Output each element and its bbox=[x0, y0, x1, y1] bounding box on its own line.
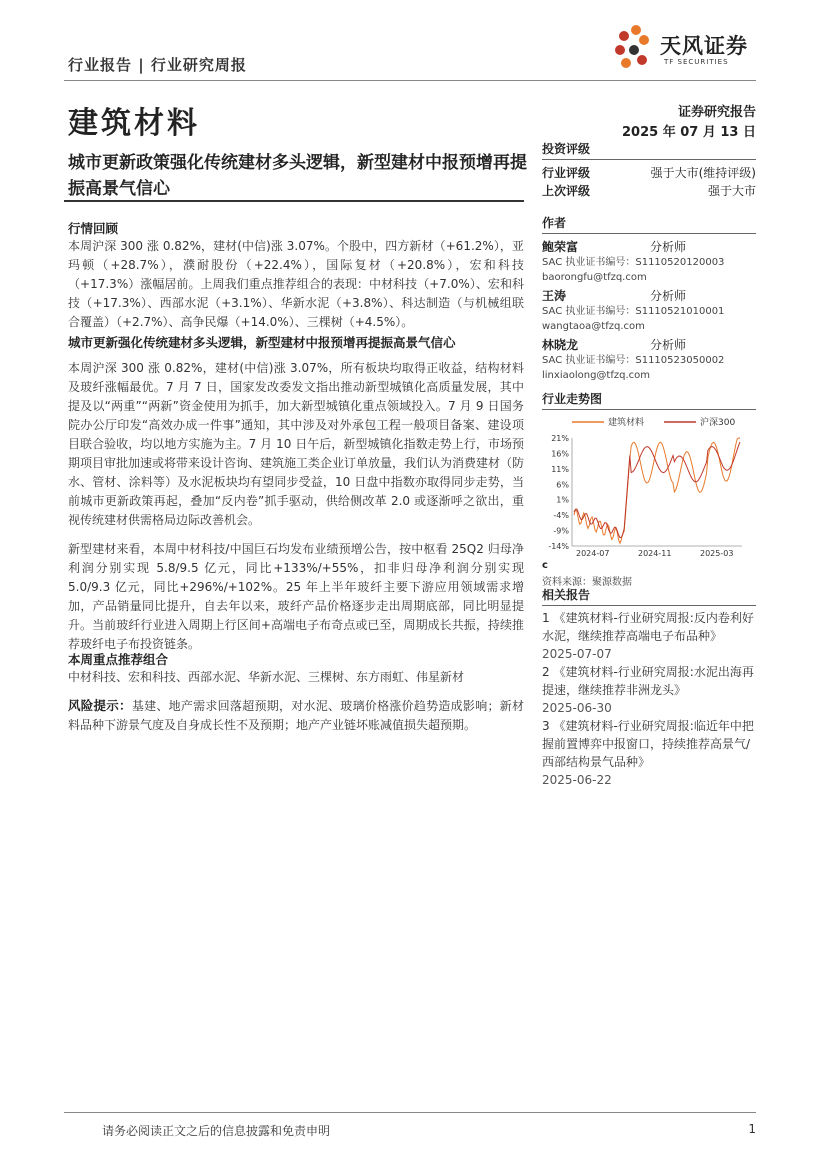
legend-label: 建筑材料 bbox=[608, 418, 645, 428]
logo-en: TF SECURITIES bbox=[664, 58, 729, 66]
header-divider bbox=[64, 80, 756, 81]
brand-logo bbox=[612, 24, 762, 72]
legend-label: 沪深300 bbox=[700, 418, 736, 428]
report-title: 城市更新政策强化传统建材多头逻辑，新型建材中报预增再提振高景气信心 bbox=[68, 153, 527, 199]
y-tick-label: 21% bbox=[551, 434, 569, 443]
chart-source: 资料来源：聚源数据 bbox=[542, 577, 632, 588]
related-item[interactable]: 3 《建筑材料-行业研究周报:临近年中把握前置博弈中报窗口，持续推荐高景气/西部结构景气品种》 2025-06-22 bbox=[542, 719, 754, 787]
section-heading: 行情回顾 bbox=[68, 221, 119, 236]
x-tick-label: 2024-11 bbox=[638, 549, 672, 558]
chart-stray-label: c bbox=[542, 560, 548, 571]
section-text: 本周沪深 300 涨 0.82%，建材(中信)涨 3.07%，所有板块均取得正收益，结构材料及玻纤涨幅最优。7 月 7 日，国家发改委发文指出推动新型城镇化高质量发展，其中提及以“两重”“两新”资金使用为抓手，加大新型城镇化重点领域投入。7 月 9 日国务院办公厅印发“高效办成一件事”通知，其中涉及对外承包工程一般项目备案、建设项目联合验收，均以地方实施为主。7 月 10 日午后，新型城镇化指数走势上行，市场预期项目审批加速或将带来设计咨询、建筑施工类企业订单放量，我们认为消费建材（防水、管材、涂料等）及水泥板块均有望同步受益，10 日盘中指数亦取得同步走势，当前城市更新政策再起，叠加“反内卷”抓手驱动，供给侧改革 2.0 或逐渐呼之欲出，重视传统建材供需格局边际改善机会。 bbox=[68, 361, 525, 527]
report-category: 行业报告 | 行业研究周报 bbox=[68, 56, 247, 74]
related-heading: 相关报告 bbox=[542, 586, 756, 606]
section-main-view bbox=[68, 333, 524, 530]
page-number: 1 bbox=[748, 1122, 756, 1136]
report-type: 证券研究报告 bbox=[677, 105, 756, 120]
logo-icon bbox=[612, 24, 656, 70]
x-tick-label: 2024-07 bbox=[576, 549, 610, 558]
related-item[interactable]: 2 《建筑材料-行业研究周报:水泥出海再提速，继续推荐非洲龙头》 2025-06-30 bbox=[542, 665, 754, 715]
author-email[interactable]: wangtaoa@tfzq.com bbox=[542, 321, 645, 332]
author-entry: 鲍荣富 分析师 SAC 执业证书编号：S1110520120003 baorongfu@tfzq.com bbox=[542, 240, 756, 285]
trend-chart-box bbox=[542, 390, 756, 588]
footer-divider bbox=[64, 1112, 756, 1113]
sector-title: 建筑材料 bbox=[68, 106, 200, 141]
series-line-1 bbox=[574, 438, 740, 543]
y-tick-label: 16% bbox=[551, 449, 569, 459]
author-entry: 林晓龙 分析师 SAC 执业证书编号：S1110523050002 linxiaolong@tfzq.com bbox=[542, 338, 756, 383]
section-risk bbox=[68, 696, 524, 735]
section-text: 新型建材来看，本周中材科技/中国巨石均发布业绩预增公告，按中枢看 25Q2 归母净利润分别实现 5.8/9.5 亿元，同比+133%/+55%，扣非归母净利润分别实现 5.0/9.3 亿元，同比+296%/+102%。25 年上半年玻纤主要下游应用领域需求增加，产品销量同比提升，自去年以来，玻纤产品价格逐步走出周期底部，同比明显提升。当前玻纤行业进入周期上行区间+高端电子布奇点或已至，周期成长共振，持续推荐玻纤电子布投资链条。 bbox=[68, 542, 524, 651]
y-tick-label: -9% bbox=[553, 526, 569, 536]
section-heading: 本周重点推荐组合 bbox=[68, 652, 169, 667]
footer-disclaimer[interactable]: 请务必阅读正文之后的信息披露和免责申明 bbox=[102, 1124, 331, 1138]
rating-heading: 投资评级 bbox=[542, 140, 756, 160]
chart-heading: 行业走势图 bbox=[542, 390, 756, 410]
rating-row: 上次评级 强于大市 bbox=[542, 184, 756, 198]
section-text: 中材科技、宏和科技、西部水泥、华新水泥、三棵树、东方雨虹、伟星新材 bbox=[68, 670, 465, 684]
y-tick-label: 11% bbox=[551, 464, 569, 474]
y-tick-label: 6% bbox=[556, 480, 569, 490]
report-date: 2025 年 07 月 13 日 bbox=[622, 125, 756, 140]
section-new-materials bbox=[68, 540, 524, 654]
section-text: 本周沪深 300 涨 0.82%，建材(中信)涨 3.07%。个股中，四方新材（+61.2%），亚玛顿（+28.7%），濮耐股份（+22.4%），国际复材（+20.8%），宏和科技（+17.3%）涨幅居前。上周我们重点推荐组合的表现：中材科技（+7.0%）、宏和科技（+17.3%）、西部水泥（+3.1%）、华新水泥（+3.8%）、科达制造（与机械组联合覆盖）（+2.7%）、高争民爆（+14.0%）、三棵树（+4.5%）。 bbox=[68, 239, 524, 329]
risk-text: 基建、地产需求回落超预期，对水泥、玻璃价格涨价趋势造成影响；新材料品种下游景气度及自身成长性不及预期；地产产业链坏账减值损失超预期。 bbox=[68, 699, 524, 732]
section-heading: 城市更新强化传统建材多头逻辑，新型建材中报预增再提振高景气信心 bbox=[68, 335, 456, 350]
related-item[interactable]: 1 《建筑材料-行业研究周报:反内卷利好水泥，继续推荐高端电子布品种》 2025-07-07 bbox=[542, 611, 754, 661]
y-tick-label: -4% bbox=[553, 511, 569, 521]
y-tick-label: 1% bbox=[556, 495, 569, 505]
rating-box bbox=[542, 140, 756, 200]
authors-heading: 作者 bbox=[542, 214, 756, 234]
author-email[interactable]: linxiaolong@tfzq.com bbox=[542, 370, 650, 381]
x-tick-label: 2025-03 bbox=[700, 549, 734, 558]
trend-chart bbox=[542, 414, 756, 564]
logo-cn: 天风证券 bbox=[660, 34, 748, 58]
section-recommendation bbox=[68, 650, 524, 687]
y-tick-label: -14% bbox=[548, 542, 569, 551]
title-divider bbox=[64, 200, 524, 202]
risk-heading: 风险提示： bbox=[68, 698, 132, 713]
section-market-review bbox=[68, 219, 524, 332]
authors-box bbox=[542, 214, 756, 383]
related-reports bbox=[542, 586, 756, 789]
author-entry: 王涛 分析师 SAC 执业证书编号：S1110521010001 wangtaoa@tfzq.com bbox=[542, 289, 756, 334]
rating-row: 行业评级 强于大市(维持评级) bbox=[542, 166, 756, 180]
author-email[interactable]: baorongfu@tfzq.com bbox=[542, 272, 647, 283]
